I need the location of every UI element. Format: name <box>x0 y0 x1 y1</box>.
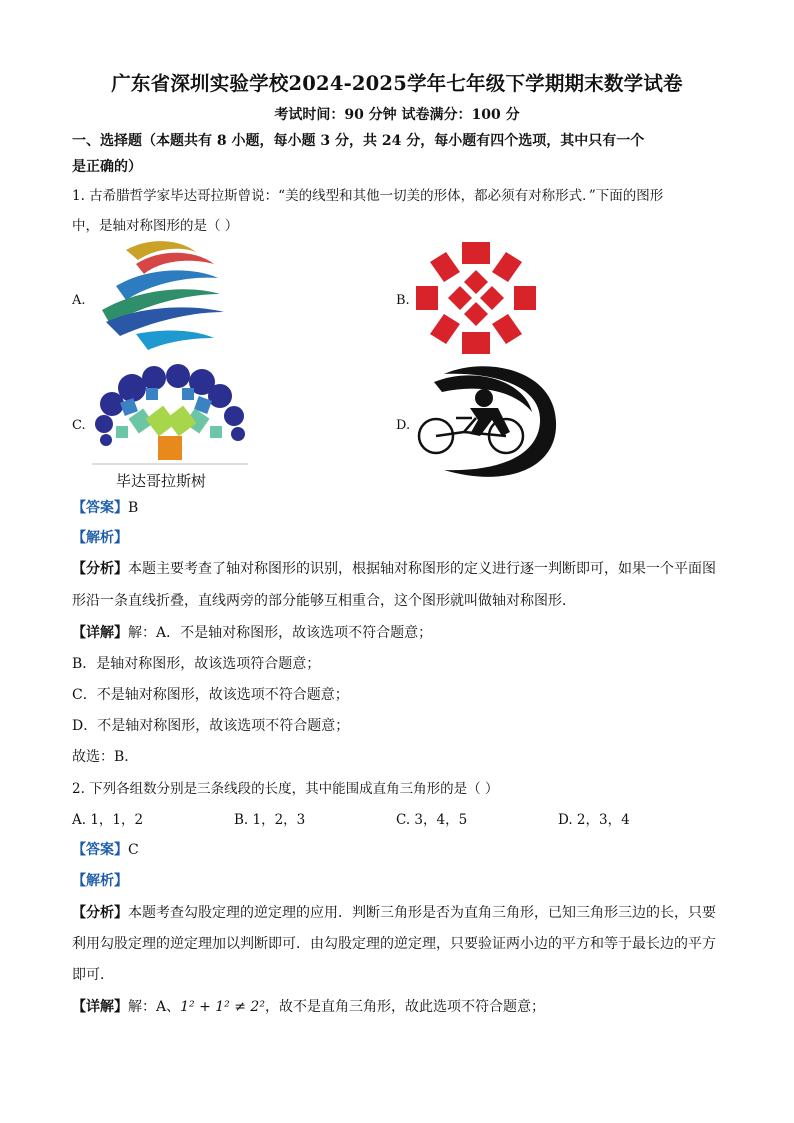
cyclist-logo-figure <box>414 362 560 488</box>
q2-detail-suffix: ，故不是直角三角形，故此选项不符合题意； <box>264 999 545 1015</box>
q2-xiangjie-label: 【详解】 <box>72 999 128 1015</box>
section-heading-line2: 是正确的） <box>72 159 142 175</box>
q2-detail-math: 1² + 1² ≠ 2² <box>180 999 265 1015</box>
section-heading-line1: 一、选择题（本题共有 8 小题，每小题 3 分，共 24 分，每小题有四个选项，其中只有一个 <box>72 133 645 149</box>
pythagoras-tree-figure <box>92 360 248 468</box>
q2-option-d: D. 2，3，4 <box>558 812 630 828</box>
q1-conclusion: 故选：B． <box>72 749 139 765</box>
q1-detail-line1 <box>72 622 432 642</box>
q1-fenxi-line1 <box>72 558 716 578</box>
q1-option-c-label: C. <box>72 418 86 433</box>
q2-option-c: C. 3，4，5 <box>396 812 468 828</box>
q1-analysis-label: 【解析】 <box>72 530 128 546</box>
q1-stem-line2: 中，是轴对称图形的是（ ） <box>72 218 239 234</box>
q1-fenxi-text1: 本题主要考查了轴对称图形的识别，根据轴对称图形的定义进行逐一判断即可，如果一个平面图 <box>128 561 716 577</box>
ribbon-logo-figure <box>96 238 226 358</box>
q2-option-a: A. 1，1，2 <box>72 812 144 828</box>
q1-option-b-label: B. <box>396 293 410 308</box>
q2-fenxi-line1 <box>72 902 716 922</box>
q1-detail-line2: B．是轴对称图形，故该选项符合题意； <box>72 656 321 672</box>
q1-stem-line1: 1. 古希腊哲学家毕达哥拉斯曾说：“美的线型和其他一切美的形体，都必须有对称形式．”下面的图形 <box>72 188 664 204</box>
q2-fenxi-line3: 即可． <box>72 967 114 983</box>
q1-answer-line <box>72 497 138 517</box>
q2-fenxi-line2: 利用勾股定理的逆定理加以判断即可．由勾股定理的逆定理，只要验证两小边的平方和等于最长边的平方 <box>72 936 716 952</box>
q2-fenxi-text1: 本题考查勾股定理的逆定理的应用．判断三角形是否为直角三角形，已知三角形三边的长，只要 <box>128 905 716 921</box>
q1-fenxi-line2: 形沿一条直线折叠，直线两旁的部分能够互相重合，这个图形就叫做轴对称图形． <box>72 593 576 609</box>
q2-detail-prefix: 解：A、 <box>128 999 181 1015</box>
page-title: 广东省深圳实验学校2024-2025学年七年级下学期期末数学试卷 <box>111 72 683 95</box>
q1-answer-value: B <box>128 500 139 516</box>
exam-info: 考试时间：90 分钟 试卷满分：100 分 <box>274 107 520 123</box>
q1-detail-text1: 解：A．不是轴对称图形，故该选项不符合题意； <box>128 625 433 641</box>
q2-answer-line <box>72 839 139 859</box>
q2-analysis-label: 【解析】 <box>72 873 128 889</box>
q2-option-b: B. 1，2，3 <box>234 812 306 828</box>
q2-fenxi-label: 【分析】 <box>72 905 128 921</box>
q1-option-a-label: A. <box>72 293 86 308</box>
q1-detail-line4: D．不是轴对称图形，故该选项不符合题意； <box>72 718 350 734</box>
q2-detail-line1 <box>72 996 545 1016</box>
q2-answer-value: C <box>128 842 139 858</box>
q1-detail-line3: C．不是轴对称图形，故该选项不符合题意； <box>72 687 349 703</box>
q1-fenxi-label: 【分析】 <box>72 561 128 577</box>
q2-answer-label: 【答案】 <box>72 842 128 858</box>
q2-stem: 2. 下列各组数分别是三条线段的长度，其中能围成直角三角形的是（ ） <box>72 781 499 797</box>
q1-xiangjie-label: 【详解】 <box>72 625 128 641</box>
pythagoras-tree-caption: 毕达哥拉斯树 <box>116 472 207 490</box>
q1-option-d-label: D. <box>396 418 411 433</box>
q1-answer-label: 【答案】 <box>72 500 128 516</box>
red-symmetric-symbol-figure <box>416 242 536 354</box>
